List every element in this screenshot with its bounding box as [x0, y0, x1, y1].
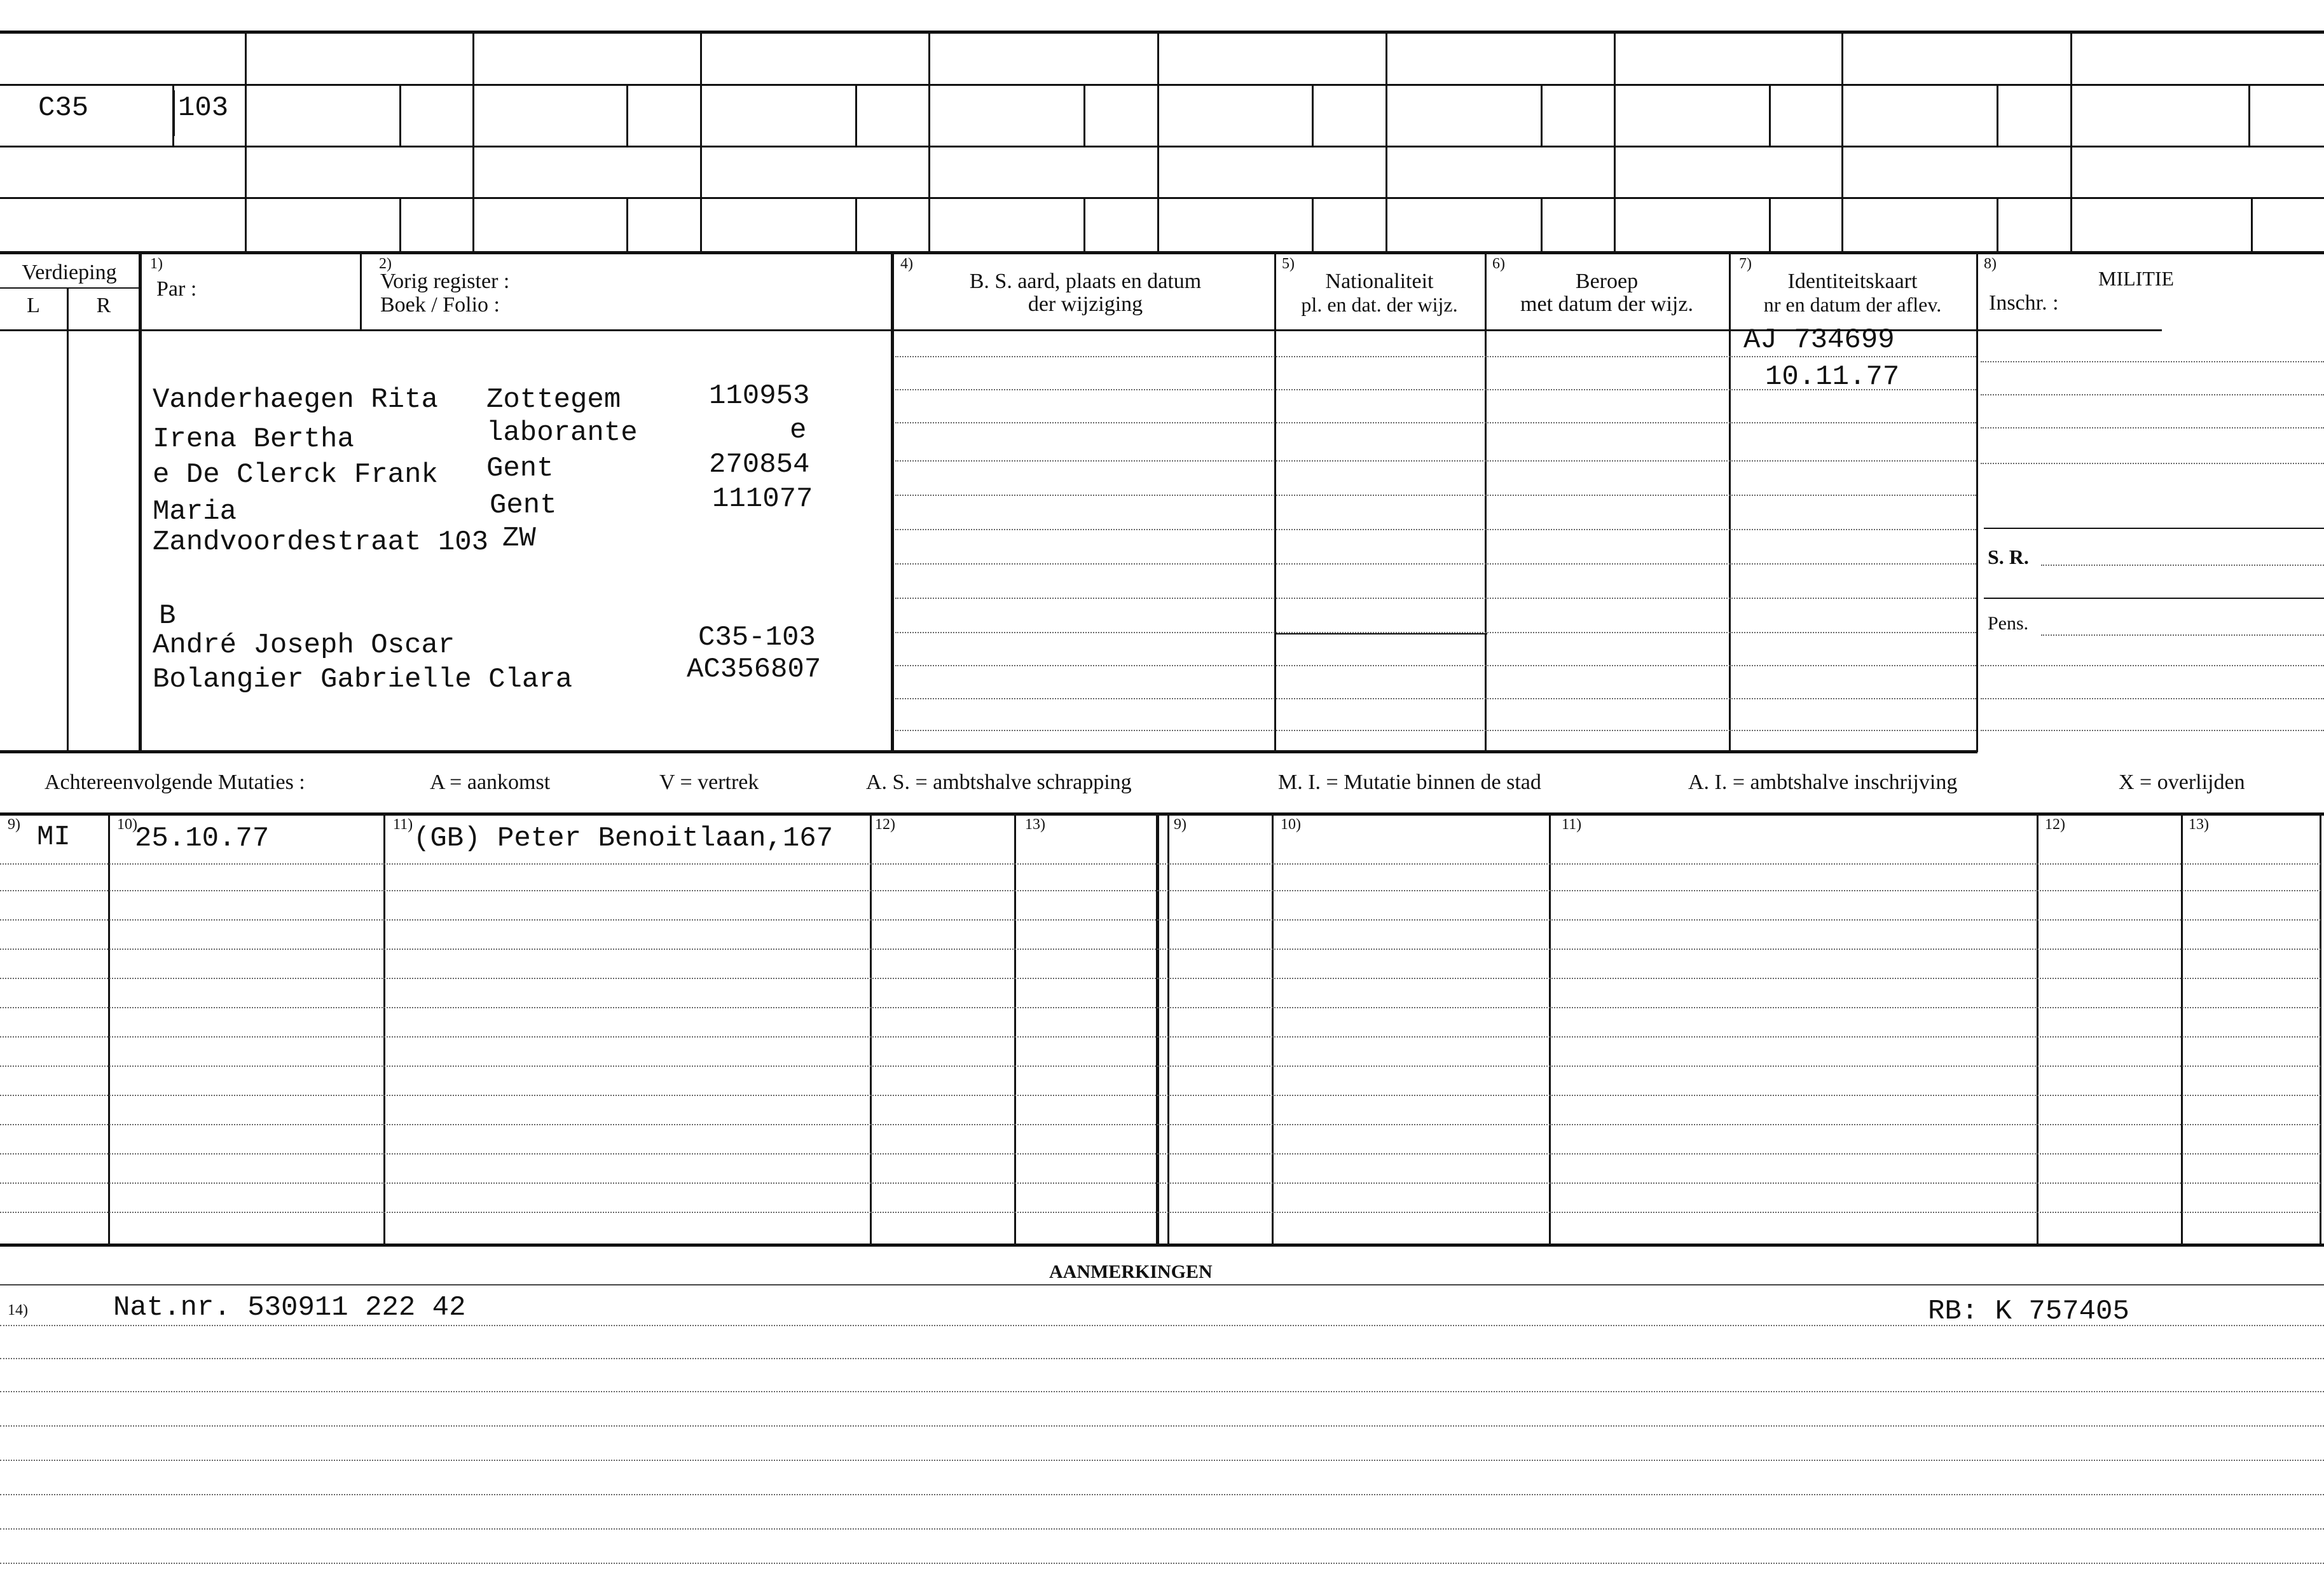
- mutation-date: 25.10.77: [135, 823, 270, 854]
- mutation-marker: 12): [875, 816, 895, 833]
- col8-marker: 8): [1984, 256, 1997, 272]
- col5-line2: pl. en dat. der wijz.: [1301, 293, 1458, 316]
- col5-marker: 5): [1282, 256, 1295, 272]
- person-name: Vanderhaegen Rita: [153, 384, 438, 416]
- block-id: C35: [38, 92, 89, 124]
- legend-item: A = aankomst: [430, 771, 551, 794]
- col4-line2: der wijziging: [1028, 292, 1143, 316]
- child-name: André Joseph Oscar: [153, 629, 455, 661]
- verdieping-label: Verdieping: [22, 261, 117, 284]
- militie-title: MILITIE: [2098, 267, 2175, 290]
- mutation-marker: 9): [8, 816, 20, 833]
- person-code: 111077: [712, 483, 813, 515]
- person-place: laborante: [486, 417, 638, 449]
- legend-item: V = vertrek: [659, 771, 759, 794]
- person-name: e De Clerck Frank: [153, 459, 438, 491]
- mutation-marker: 13): [2189, 816, 2209, 833]
- col2-marker: 2): [379, 256, 392, 272]
- col6-line1: Beroep: [1575, 270, 1639, 293]
- militie-pens: Pens.: [1988, 613, 2029, 634]
- col4-line1: B. S. aard, plaats en datum: [969, 270, 1202, 293]
- remarks-marker: 14): [8, 1302, 28, 1319]
- remarks-title: AANMERKINGEN: [1049, 1261, 1213, 1282]
- col7-marker: 7): [1739, 256, 1752, 272]
- mutation-marker: 13): [1025, 816, 1045, 833]
- verdieping-left: L: [27, 294, 40, 317]
- mutation-marker: 10): [117, 816, 137, 833]
- person-code: e: [790, 415, 807, 446]
- rb-number: RB: K 757405: [1928, 1296, 2129, 1327]
- person-code: 270854: [709, 449, 810, 481]
- person-place: Zottegem: [486, 384, 621, 416]
- mutation-marker: 12): [2045, 816, 2065, 833]
- mutation-address: (GB) Peter Benoitlaan,167: [413, 823, 834, 854]
- child-code: C35-103: [698, 622, 816, 654]
- legend-title: Achtereenvolgende Mutaties :: [45, 771, 305, 794]
- verdieping-right: R: [96, 294, 111, 317]
- legend: [0, 768, 2324, 800]
- legend-item: A. S. = ambtshalve schrapping: [866, 771, 1132, 794]
- legend-item: M. I. = Mutatie binnen de stad: [1278, 771, 1541, 794]
- col5-line1: Nationaliteit: [1325, 270, 1434, 293]
- mutation-type: MI: [37, 821, 71, 853]
- national-number: Nat.nr. 530911 222 42: [113, 1292, 466, 1324]
- col6-line2: met datum der wijz.: [1520, 292, 1693, 316]
- mutation-marker: 11): [1562, 816, 1582, 833]
- legend-item: X = overlijden: [2119, 771, 2245, 794]
- person-district: ZW: [502, 523, 536, 554]
- person-name: Irena Bertha: [153, 423, 354, 455]
- col2-line2: Boek / Folio :: [380, 293, 500, 317]
- person-address: Zandvoordestraat 103: [153, 526, 489, 558]
- col2-line1: Vorig register :: [380, 270, 510, 293]
- house-number: 103: [178, 92, 229, 124]
- col4-marker: 4): [900, 256, 913, 272]
- parent-name: Bolangier Gabrielle Clara: [153, 664, 573, 695]
- militie-sr: S. R.: [1988, 545, 2029, 568]
- person-place: Gent: [486, 453, 554, 484]
- person-name: Maria: [153, 496, 237, 528]
- child-letter: B: [159, 600, 176, 632]
- legend-item: A. I. = ambtshalve inschrijving: [1688, 771, 1958, 794]
- mutation-marker: 10): [1281, 816, 1301, 833]
- col1-marker: 1): [150, 256, 163, 272]
- col6-marker: 6): [1492, 256, 1505, 272]
- col7-line2: nr en datum der aflev.: [1763, 293, 1942, 316]
- id-card-number: AJ 734699: [1743, 324, 1895, 356]
- col7-line1: Identiteitskaart: [1787, 270, 1918, 293]
- mutation-marker: 9): [1174, 816, 1186, 833]
- mutation-marker: 11): [393, 816, 413, 833]
- militie-inschr: Inschr. :: [1989, 291, 2059, 315]
- person-place: Gent: [490, 490, 557, 521]
- col1-label: Par :: [156, 277, 197, 301]
- parent-code: AC356807: [687, 654, 822, 685]
- id-card-date: 10.11.77: [1765, 361, 1900, 393]
- person-code: 110953: [709, 380, 810, 412]
